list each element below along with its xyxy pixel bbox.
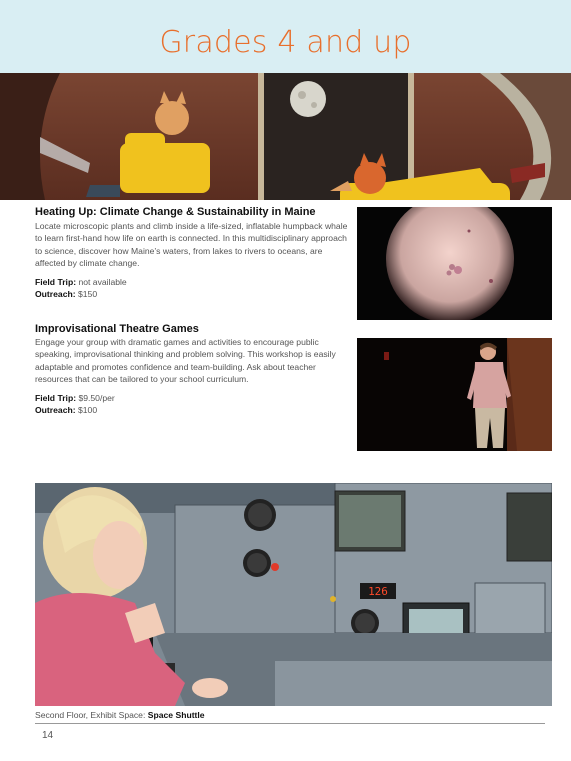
space-shuttle-photo [35,483,552,706]
microscope-photo [357,207,552,320]
outreach-climate [35,289,97,299]
field-trip-label: Field Trip: [35,393,77,403]
section-title-theatre: Improvisational Theatre Games [35,323,199,335]
panel-digital-readout: 126 [368,585,388,598]
mural-illustration [0,73,571,200]
outreach-label: Outreach: [35,405,76,415]
field-trip-value: not available [78,277,127,287]
outreach-theatre [35,405,97,415]
field-trip-value: $9.50/per [78,393,115,403]
theatre-photo [357,338,552,451]
page-number: 14 [42,730,54,741]
outreach-value: $100 [77,405,98,415]
caption-bold: Space Shuttle [147,710,205,720]
caption-prefix: Second Floor, Exhibit Space: [35,710,146,720]
field-trip-label: Field Trip: [35,277,77,287]
photo-caption [35,710,205,720]
page-title: Grades 4 and up [159,25,412,60]
banner-painting [0,73,571,200]
section-body-climate: Locate microscopic plants and climb inside a life-sized, inflatable humpback whale to learn first-hand how life on earth is connected. In this multidisciplinary approach to science, discover how Maine’s waters, from lakes to rivers to oceans, are affected by climate change. [35,221,348,268]
section-body-theatre: Engage your group with dramatic games and activities to encourage public speaking, improvisational thinking and problem solving. This workshop is easily adaptable and promotes confidence and team-building. Ask about teacher resources that can be tailored to your school curriculum. [35,337,336,384]
footer-divider [35,723,545,724]
field-trip-theatre [35,393,115,403]
section-title-climate: Heating Up: Climate Change & Sustainability in Maine [35,206,316,218]
field-trip-climate [35,277,127,287]
outreach-value: $150 [77,289,98,299]
outreach-label: Outreach: [35,289,76,299]
